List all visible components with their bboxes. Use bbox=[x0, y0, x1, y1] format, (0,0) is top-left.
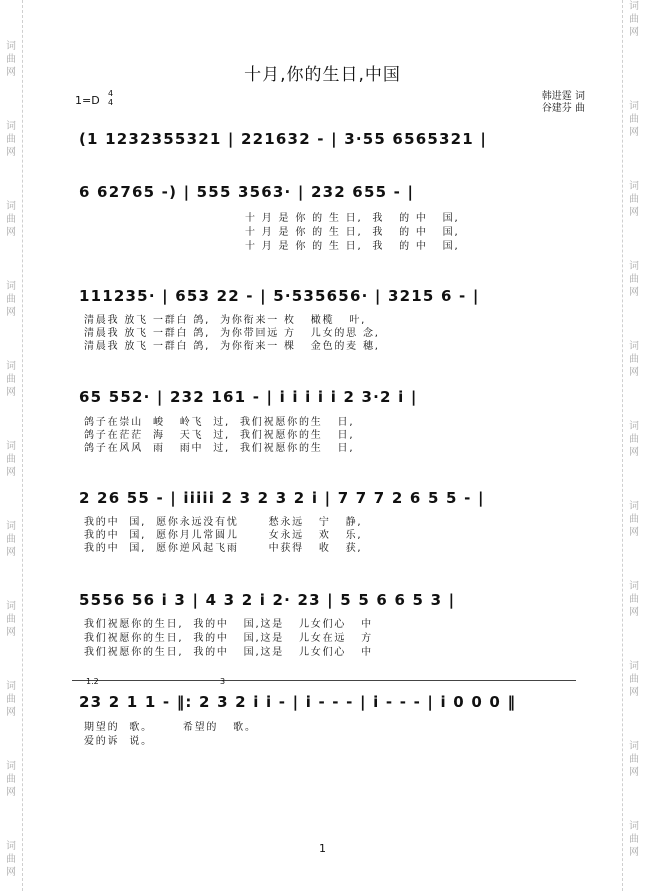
meter-top: 4 bbox=[108, 89, 114, 98]
lyric-line: 我的中 国, 愿你逆风起飞雨 中获得 收 获, bbox=[84, 543, 363, 554]
lyric-line: 十 月 是 你 的 生 日, 我 的 中 国, bbox=[245, 227, 460, 238]
time-signature bbox=[108, 89, 113, 107]
composer-credit: 谷建芬 曲 bbox=[541, 103, 585, 114]
watermark: 词 曲 网 bbox=[6, 41, 16, 78]
watermark: 词 曲 网 bbox=[629, 501, 639, 538]
watermark: 词 曲 网 bbox=[629, 661, 639, 698]
lyric-line: 清晨我 放飞 一群白 鸽, 为你带回远 方 儿女的思 念, bbox=[84, 328, 380, 339]
watermark: 词 曲 网 bbox=[6, 681, 16, 718]
watermark: 词 曲 网 bbox=[6, 121, 16, 158]
watermark: 词 曲 网 bbox=[6, 201, 16, 238]
notation-line: 65 552· | 232 161 - | i i i i i 2 3·2 i | bbox=[79, 388, 418, 406]
right-margin bbox=[622, 0, 645, 891]
notation-line: 23 2 1 1 - ‖: 2 3 2 i i - | i - - - | i - - - | i 0 0 0 ‖ bbox=[79, 693, 517, 711]
notation-line: (1 1232355321 | 221632 - | 3·55 6565321 | bbox=[79, 130, 487, 148]
watermark: 词 曲 网 bbox=[629, 341, 639, 378]
lyric-line: 十 月 是 你 的 生 日, 我 的 中 国, bbox=[245, 213, 460, 224]
lyricist-credit: 韩进霆 词 bbox=[541, 91, 585, 102]
volta-2-label: 3 bbox=[220, 677, 226, 686]
notation-line: 6 62765 -) | 555 3563· | 232 655 - | bbox=[79, 183, 415, 201]
lyric-line: 鸽子在茫茫 海 天飞 过, 我们祝愿你的生 日, bbox=[84, 430, 355, 441]
page-number: 1 bbox=[319, 842, 326, 855]
watermark: 词 曲 网 bbox=[629, 741, 639, 778]
watermark: 词 曲 网 bbox=[6, 761, 16, 798]
lyric-line: 鸽子在崇山 峻 岭飞 过, 我们祝愿你的生 日, bbox=[84, 417, 355, 428]
watermark: 词 曲 网 bbox=[629, 181, 639, 218]
watermark: 词 曲 网 bbox=[629, 581, 639, 618]
notation-line: 111235· | 653 22 - | 5·535656· | 3215 6 - | bbox=[79, 287, 480, 305]
notation-line: 2 26 55 - | iiiii 2 3 2 3 2 i | 7 7 7 2 6 5 5 - | bbox=[79, 489, 485, 507]
watermark: 词 曲 网 bbox=[6, 841, 16, 878]
watermark: 词 曲 网 bbox=[629, 101, 639, 138]
lyric-line: 十 月 是 你 的 生 日, 我 的 中 国, bbox=[245, 241, 460, 252]
lyric-line: 我的中 国, 愿你永远没有忧 愁永远 宁 静, bbox=[84, 517, 363, 528]
watermark: 词 曲 网 bbox=[6, 281, 16, 318]
lyric-line: 期望的 歌。 希望的 歌。 bbox=[84, 722, 257, 733]
lyric-line: 我们祝愿你的生日, 我的中 国,这是 儿女们心 中 bbox=[84, 619, 373, 630]
watermark: 词 曲 网 bbox=[6, 521, 16, 558]
song-title: 十月,你的生日,中国 bbox=[244, 65, 401, 85]
watermark: 词 曲 网 bbox=[629, 261, 639, 298]
lyric-line: 我的中 国, 愿你月儿常圆儿 女永远 欢 乐, bbox=[84, 530, 363, 541]
lyric-line: 清晨我 放飞 一群白 鸽, 为你衔来一 枚 橄榄 叶, bbox=[84, 315, 367, 326]
watermark: 词 曲 网 bbox=[6, 361, 16, 398]
watermark: 词 曲 网 bbox=[629, 421, 639, 458]
lyric-line: 清晨我 放飞 一群白 鸽, 为你衔来一 棵 金色的麦 穗, bbox=[84, 341, 380, 352]
notation-line: 5556 56 i 3 | 4 3 2 i 2· 23 | 5 5 6 6 5 3 | bbox=[79, 591, 456, 609]
watermark: 词 曲 网 bbox=[6, 601, 16, 638]
lyric-line: 我们祝愿你的生日, 我的中 国,这是 儿女在远 方 bbox=[84, 633, 373, 644]
watermark: 词 曲 网 bbox=[6, 441, 16, 478]
lyric-line: 鸽子在风风 雨 雨中 过, 我们祝愿你的生 日, bbox=[84, 443, 355, 454]
lyric-line: 我们祝愿你的生日, 我的中 国,这是 儿女们心 中 bbox=[84, 647, 373, 658]
volta-bracket bbox=[72, 680, 576, 681]
key-signature: 1=D bbox=[75, 94, 100, 107]
watermark: 词 曲 网 bbox=[629, 1, 639, 38]
left-margin bbox=[0, 0, 23, 891]
meter-bottom: 4 bbox=[108, 98, 114, 107]
lyric-line: 爱的诉 说。 bbox=[84, 736, 153, 747]
volta-1-label: 1.2 bbox=[86, 677, 99, 686]
watermark: 词 曲 网 bbox=[629, 821, 639, 858]
